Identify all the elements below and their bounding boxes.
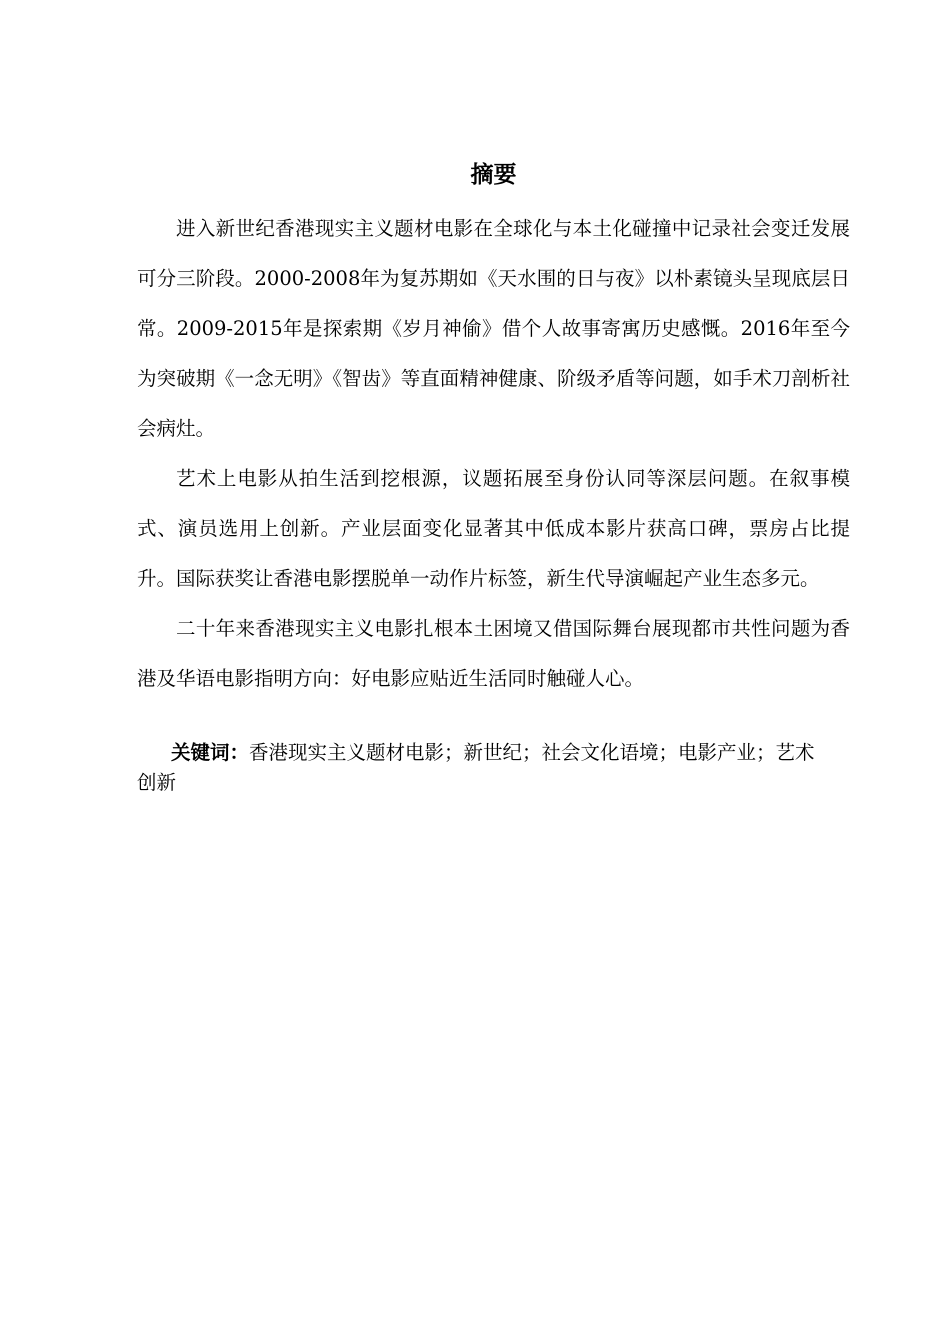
abstract-section bbox=[137, 158, 850, 798]
keywords-line bbox=[137, 738, 827, 798]
abstract-paragraph-2: 艺术上电影从拍生活到挖根源，议题拓展至身份认同等深层问题。在叙事模式、演员选用上创新。产业层面变化显著其中低成本影片获高口碑，票房占比提升。国际获奖让香港电影摆脱单一动作片标签，新生代导演崛起产业生态多元。 bbox=[137, 467, 850, 590]
abstract-paragraph-1: 进入新世纪香港现实主义题材电影在全球化与本土化碰撞中记录社会变迁发展可分三阶段。2000-2008年为复苏期如《天水围的日与夜》以朴素镜头呈现底层日常。2009-2015年是探索期《岁月神偷》借个人故事寄寓历史感慨。2016年至今为突破期《一念无明》《智齿》等直面精神健康、阶级矛盾等问题，如手术刀剖析社会病灶。 bbox=[137, 217, 850, 440]
keywords-label: 关键词： bbox=[171, 741, 250, 764]
abstract-paragraph-3: 二十年来香港现实主义电影扎根本土困境又借国际舞台展现都市共性问题为香港及华语电影指明方向：好电影应贴近生活同时触碰人心。 bbox=[137, 617, 850, 690]
abstract-title: 摘要 bbox=[470, 162, 517, 188]
keywords-text: 香港现实主义题材电影；新世纪；社会文化语境；电影产业；艺术创新 bbox=[137, 741, 815, 794]
